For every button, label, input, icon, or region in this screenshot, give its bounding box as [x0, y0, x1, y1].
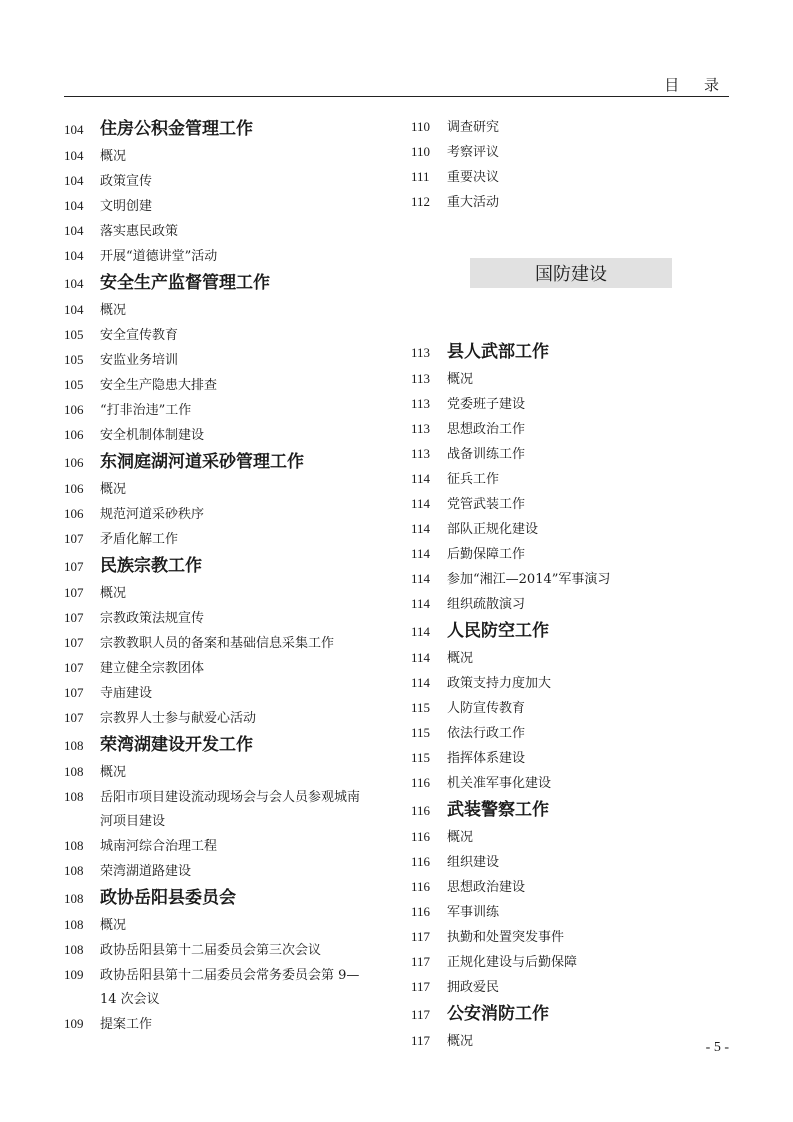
toc-entry[interactable] — [411, 467, 731, 492]
toc-entry-title: 开展“道德讲堂”活动 — [100, 249, 218, 264]
toc-entry-title: 概况 — [100, 918, 127, 933]
toc-entry[interactable] — [411, 442, 731, 467]
toc-page-number: 113 — [411, 446, 431, 461]
toc-page-number: 114 — [411, 546, 431, 561]
toc-entry-title: 考察评议 — [447, 145, 500, 160]
toc-entry-title: 重大活动 — [447, 195, 500, 210]
toc-page-number: 113 — [411, 421, 431, 436]
toc-entry[interactable] — [411, 850, 731, 875]
header-rule — [64, 96, 729, 97]
toc-page-number: 105 — [64, 352, 84, 367]
toc-entry[interactable] — [411, 165, 731, 190]
toc-entry[interactable] — [411, 567, 731, 592]
toc-page-number: 114 — [411, 521, 431, 536]
toc-page-number: 107 — [64, 559, 84, 574]
toc-page-number: 107 — [64, 635, 84, 650]
toc-entry-title: 概况 — [447, 372, 474, 387]
toc-entry-title: 拥政爱民 — [447, 980, 500, 995]
toc-entry-title: 荣湾湖道路建设 — [100, 864, 192, 879]
toc-heading-entry[interactable] — [64, 731, 394, 760]
toc-entry-title: 后勤保障工作 — [447, 547, 526, 562]
toc-page-number: 107 — [64, 610, 84, 625]
toc-entry[interactable] — [411, 392, 731, 417]
toc-entry[interactable] — [64, 144, 394, 169]
toc-entry-title: 城南河综合治理工程 — [100, 839, 218, 854]
toc-entry[interactable] — [64, 913, 394, 938]
toc-page-number: 105 — [64, 327, 84, 342]
toc-entry[interactable] — [411, 671, 731, 696]
toc-entry-title: 战备训练工作 — [447, 447, 526, 462]
toc-entry-title: 荣湾湖建设开发工作 — [100, 735, 253, 755]
toc-entry[interactable] — [411, 592, 731, 617]
toc-heading-entry[interactable] — [411, 338, 731, 367]
toc-entry-title: 规范河道采砂秩序 — [100, 507, 205, 522]
toc-heading-entry[interactable] — [64, 269, 394, 298]
toc-entry-title: 思想政治工作 — [447, 422, 526, 437]
toc-entry-title: 宗教界人士参与献爱心活动 — [100, 711, 257, 726]
toc-page-number: 104 — [64, 302, 84, 317]
toc-entry[interactable] — [64, 298, 394, 323]
toc-entry-title: 政策支持力度加大 — [447, 676, 552, 691]
toc-entry[interactable] — [64, 1012, 394, 1037]
toc-page-number: 105 — [64, 377, 84, 392]
toc-page-number: 116 — [411, 775, 431, 790]
toc-page-number: 104 — [64, 276, 84, 291]
toc-entry-title: 概况 — [100, 303, 127, 318]
toc-entry-title: 安监业务培训 — [100, 353, 179, 368]
toc-entry[interactable] — [411, 190, 731, 215]
toc-entry[interactable] — [64, 423, 394, 448]
toc-entry[interactable] — [64, 656, 394, 681]
toc-entry[interactable] — [64, 988, 394, 1012]
toc-right-top — [411, 115, 731, 215]
toc-page-number: 107 — [64, 660, 84, 675]
toc-page-number: 107 — [64, 710, 84, 725]
toc-entry-title: 政协岳阳县第十二届委员会第三次会议 — [100, 943, 322, 958]
toc-entry-title: 正规化建设与后勤保障 — [447, 955, 578, 970]
toc-page-number: 116 — [411, 904, 431, 919]
toc-heading-entry[interactable] — [64, 448, 394, 477]
toc-entry-title: 安全机制体制建设 — [100, 428, 205, 443]
toc-entry[interactable] — [411, 542, 731, 567]
toc-heading-entry[interactable] — [411, 796, 731, 825]
toc-entry[interactable] — [64, 169, 394, 194]
toc-page-number: 108 — [64, 917, 84, 932]
toc-entry[interactable] — [64, 244, 394, 269]
toc-heading-entry[interactable] — [411, 617, 731, 646]
toc-heading-entry[interactable] — [64, 115, 394, 144]
toc-entry-title: 人民防空工作 — [447, 621, 549, 641]
toc-page-number: 108 — [64, 863, 84, 878]
toc-entry[interactable] — [64, 859, 394, 884]
toc-entry-title: 文明创建 — [100, 199, 153, 214]
toc-entry-title: 党委班子建设 — [447, 397, 526, 412]
toc-page-number: 117 — [411, 954, 431, 969]
toc-entry[interactable] — [411, 367, 731, 392]
toc-entry-title: 安全生产监督管理工作 — [100, 273, 270, 293]
section-heading: 国防建设 — [470, 258, 672, 288]
toc-entry[interactable] — [64, 606, 394, 631]
toc-page-number: 108 — [64, 738, 84, 753]
toc-heading-entry[interactable] — [411, 1000, 731, 1029]
toc-entry-title: 重要决议 — [447, 170, 500, 185]
toc-entry-title: 建立健全宗教团体 — [100, 661, 205, 676]
toc-entry-title: 安全生产隐患大排查 — [100, 378, 218, 393]
toc-entry-title: 14 次会议 — [100, 992, 160, 1007]
toc-page-number: 114 — [411, 496, 431, 511]
toc-entry-title: 调查研究 — [447, 120, 500, 135]
toc-entry-title: 宗教政策法规宣传 — [100, 611, 205, 626]
toc-right-bottom — [411, 338, 731, 1054]
toc-page-number: 117 — [411, 979, 431, 994]
toc-entry[interactable] — [411, 950, 731, 975]
toc-page-number: 106 — [64, 455, 84, 470]
toc-page-number: 104 — [64, 122, 84, 137]
toc-page-number: 115 — [411, 700, 431, 715]
toc-entry[interactable] — [411, 900, 731, 925]
toc-page-number: 106 — [64, 506, 84, 521]
toc-entry[interactable] — [64, 348, 394, 373]
toc-entry[interactable] — [64, 938, 394, 963]
toc-heading-entry[interactable] — [64, 552, 394, 581]
toc-entry-title: 东洞庭湖河道采砂管理工作 — [100, 452, 304, 472]
toc-page-number: 115 — [411, 750, 431, 765]
toc-page-number: 116 — [411, 829, 431, 844]
toc-entry[interactable] — [64, 477, 394, 502]
toc-entry-title: 矛盾化解工作 — [100, 532, 179, 547]
toc-page-number: 117 — [411, 1007, 431, 1022]
toc-entry-title: 概况 — [447, 1034, 474, 1049]
header-title: 目 录 — [664, 76, 729, 94]
toc-entry-title: 指挥体系建设 — [447, 751, 526, 766]
toc-entry[interactable] — [64, 219, 394, 244]
toc-entry-title: 概况 — [100, 765, 127, 780]
toc-entry-title: 县人武部工作 — [447, 342, 549, 362]
toc-entry-title: 概况 — [100, 586, 127, 601]
toc-entry[interactable] — [64, 527, 394, 552]
toc-entry[interactable] — [64, 373, 394, 398]
toc-entry[interactable] — [411, 746, 731, 771]
toc-entry[interactable] — [64, 834, 394, 859]
toc-left-column — [64, 115, 394, 1037]
toc-entry-title: 安全宣传教育 — [100, 328, 179, 343]
toc-page-number: 108 — [64, 789, 84, 804]
toc-entry[interactable] — [64, 194, 394, 219]
toc-page-number: 104 — [64, 173, 84, 188]
toc-entry[interactable] — [411, 517, 731, 542]
toc-entry-title: 组织疏散演习 — [447, 597, 526, 612]
toc-page-number: 106 — [64, 402, 84, 417]
toc-entry[interactable] — [64, 760, 394, 785]
toc-entry[interactable] — [64, 323, 394, 348]
toc-entry-title: 政协岳阳县第十二届委员会常务委员会第 9— — [100, 968, 360, 983]
toc-entry-title: 组织建设 — [447, 855, 500, 870]
toc-entry-title: 河项目建设 — [100, 814, 166, 829]
toc-entry-title: 执勤和处置突发事件 — [447, 930, 565, 945]
toc-page-number: 117 — [411, 929, 431, 944]
toc-page-number: 104 — [64, 148, 84, 163]
toc-entry[interactable] — [411, 925, 731, 950]
toc-page-number: 106 — [64, 427, 84, 442]
toc-page-number: 110 — [411, 119, 431, 134]
toc-page-number: 116 — [411, 803, 431, 818]
toc-entry-title: 武装警察工作 — [447, 800, 549, 820]
toc-page-number: 114 — [411, 571, 431, 586]
toc-entry-title: 思想政治建设 — [447, 880, 526, 895]
toc-entry[interactable] — [64, 681, 394, 706]
toc-entry-title: 概况 — [100, 482, 127, 497]
toc-page-number: 104 — [64, 248, 84, 263]
toc-page-number: 109 — [64, 1016, 84, 1031]
toc-entry[interactable] — [64, 706, 394, 731]
toc-entry[interactable] — [64, 631, 394, 656]
toc-page-number: 107 — [64, 685, 84, 700]
toc-entry-title: 公安消防工作 — [447, 1004, 549, 1024]
toc-page-number: 108 — [64, 838, 84, 853]
toc-entry-title: “打非治违”工作 — [100, 403, 192, 418]
toc-entry[interactable] — [411, 492, 731, 517]
toc-entry[interactable] — [411, 771, 731, 796]
toc-entry-title: 人防宣传教育 — [447, 701, 526, 716]
toc-entry[interactable] — [411, 417, 731, 442]
toc-page-number: 117 — [411, 1033, 431, 1048]
toc-entry-title: 党管武装工作 — [447, 497, 526, 512]
toc-entry-title: 参加“湘江—2014”军事演习 — [447, 572, 611, 587]
toc-entry-title: 概况 — [447, 830, 474, 845]
toc-entry[interactable] — [411, 115, 731, 140]
toc-page-number: 108 — [64, 942, 84, 957]
toc-entry-title: 住房公积金管理工作 — [100, 119, 253, 139]
toc-entry[interactable] — [411, 875, 731, 900]
toc-entry-title: 部队正规化建设 — [447, 522, 539, 537]
toc-entry-title: 落实惠民政策 — [100, 224, 179, 239]
toc-page-number: 111 — [411, 169, 430, 184]
toc-entry[interactable] — [64, 963, 394, 988]
toc-entry-title: 概况 — [447, 651, 474, 666]
toc-page-number: 114 — [411, 596, 431, 611]
toc-page-number: 113 — [411, 345, 431, 360]
toc-page-number: 114 — [411, 650, 431, 665]
toc-entry[interactable] — [64, 502, 394, 527]
toc-page-number: 116 — [411, 879, 431, 894]
toc-page-number: 116 — [411, 854, 431, 869]
toc-entry[interactable] — [64, 398, 394, 423]
toc-entry-title: 概况 — [100, 149, 127, 164]
toc-entry[interactable] — [411, 696, 731, 721]
toc-entry-title: 政策宣传 — [100, 174, 153, 189]
toc-entry-title: 军事训练 — [447, 905, 500, 920]
toc-page-number: 106 — [64, 481, 84, 496]
toc-entry[interactable] — [64, 810, 394, 834]
toc-entry-title: 政协岳阳县委员会 — [100, 888, 236, 908]
toc-entry[interactable] — [411, 825, 731, 850]
toc-entry[interactable] — [411, 975, 731, 1000]
toc-page-number: 112 — [411, 194, 431, 209]
toc-page-number: 113 — [411, 396, 431, 411]
toc-entry[interactable] — [64, 581, 394, 606]
toc-entry[interactable] — [411, 646, 731, 671]
toc-page-number: 107 — [64, 585, 84, 600]
toc-entry[interactable] — [411, 721, 731, 746]
toc-entry-title: 民族宗教工作 — [100, 556, 202, 576]
toc-entry-title: 依法行政工作 — [447, 726, 526, 741]
toc-page-number: 107 — [64, 531, 84, 546]
toc-entry-title: 岳阳市项目建设流动现场会与会人员参观城南 — [100, 790, 361, 805]
toc-page-number: 108 — [64, 891, 84, 906]
toc-entry-title: 机关准军事化建设 — [447, 776, 552, 791]
toc-page-number: 109 — [64, 967, 84, 982]
toc-page-number: 110 — [411, 144, 431, 159]
toc-heading-entry[interactable] — [64, 884, 394, 913]
toc-page-number: 114 — [411, 471, 431, 486]
toc-entry-title: 宗教教职人员的备案和基础信息采集工作 — [100, 636, 335, 651]
toc-entry[interactable] — [64, 785, 394, 810]
toc-entry-title: 提案工作 — [100, 1017, 153, 1032]
toc-entry[interactable] — [411, 140, 731, 165]
toc-page-number: 104 — [64, 223, 84, 238]
toc-page-number: 114 — [411, 675, 431, 690]
toc-page-number: 115 — [411, 725, 431, 740]
toc-page-number: 114 — [411, 624, 431, 639]
toc-page-number: 113 — [411, 371, 431, 386]
toc-entry[interactable] — [411, 1029, 731, 1054]
toc-page-number: 108 — [64, 764, 84, 779]
toc-page-number: 104 — [64, 198, 84, 213]
toc-entry-title: 寺庙建设 — [100, 686, 153, 701]
toc-entry-title: 征兵工作 — [447, 472, 500, 487]
page-number: - 5 - — [705, 1040, 729, 1055]
